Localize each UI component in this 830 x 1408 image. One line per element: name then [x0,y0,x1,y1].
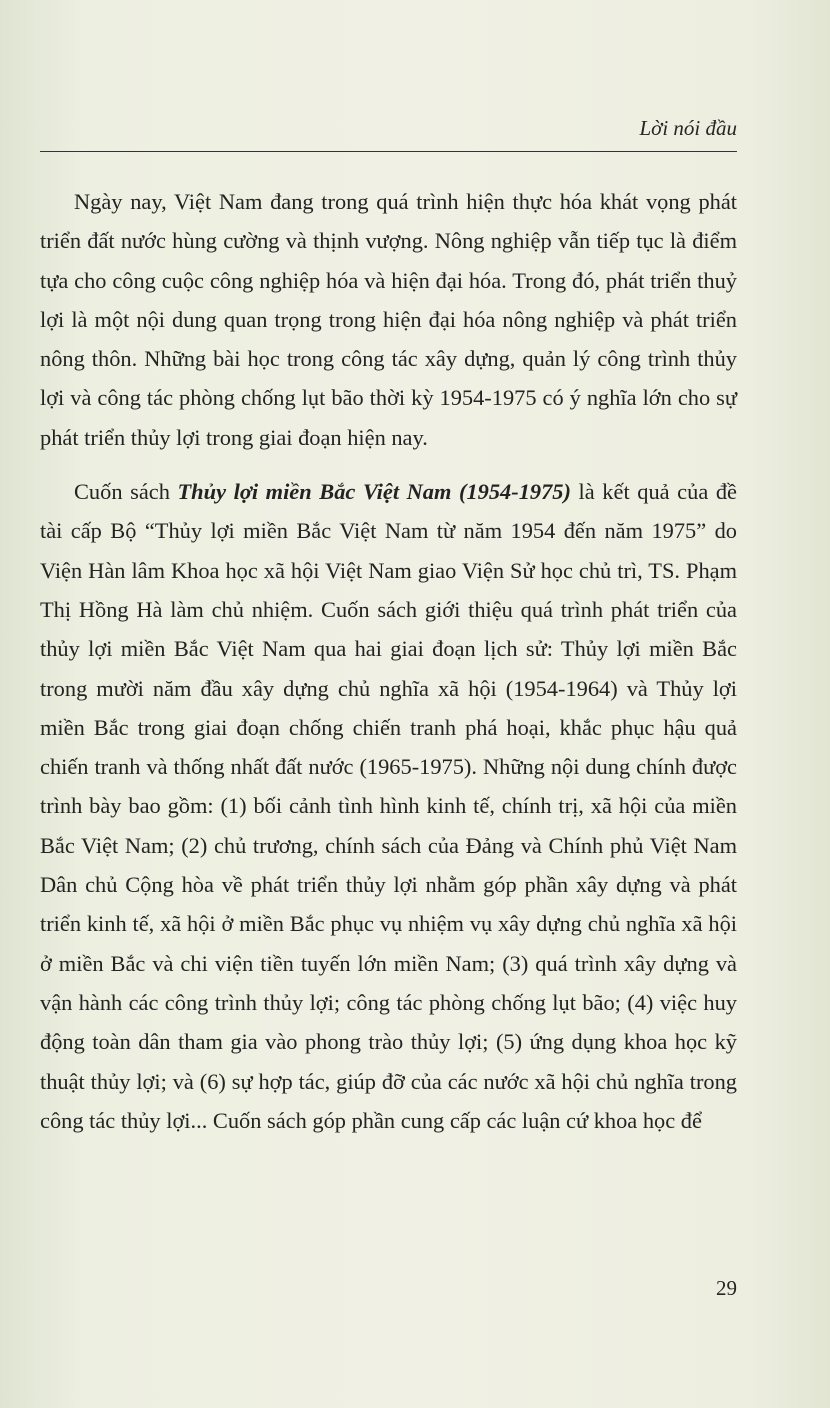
body-text [40,182,737,1140]
paragraph-2-rest: là kết quả của đề tài cấp Bộ “Thủy lợi miền Bắc Việt Nam từ năm 1954 đến năm 1975” do Viện Hàn lâm Khoa học xã hội Việt Nam giao Viện Sử học chủ trì, TS. Phạm Thị Hồng Hà làm chủ nhiệm. Cuốn sách giới thiệu quá trình phát triển của thủy lợi miền Bắc Việt Nam qua hai giai đoạn lịch sử: Thủy lợi miền Bắc trong mười năm đầu xây dựng chủ nghĩa xã hội (1954-1964) và Thủy lợi miền Bắc trong giai đoạn chống chiến tranh phá hoại, khắc phục hậu quả chiến tranh và thống nhất đất nước (1965-1975). Những nội dung chính được trình bày bao gồm: (1) bối cảnh tình hình kinh tế, chính trị, xã hội của miền Bắc Việt Nam; (2) chủ trương, chính sách của Đảng và Chính phủ Việt Nam Dân chủ Cộng hòa về phát triển thủy lợi nhằm góp phần xây dựng và phát triển kinh tế, xã hội ở miền Bắc phục vụ nhiệm vụ xây dựng chủ nghĩa xã hội ở miền Bắc và chi viện tiền tuyến lớn miền Nam; (3) quá trình xây dựng và vận hành các công trình thủy lợi; công tác phòng chống lụt bão; (4) việc huy động toàn dân tham gia vào phong trào thủy lợi; (5) ứng dụng khoa học kỹ thuật thủy lợi; và (6) sự hợp tác, giúp đỡ của các nước xã hội chủ nghĩa trong công tác thủy lợi... Cuốn sách góp phần cung cấp các luận cứ khoa học để [40,479,737,1133]
book-title: Thủy lợi miền Bắc Việt Nam (1954-1975) [177,479,571,505]
paragraph-2 [40,472,737,1140]
paragraph-1: Ngày nay, Việt Nam đang trong quá trình hiện thực hóa khát vọng phát triển đất nước hùng cường và thịnh vượng. Nông nghiệp vẫn tiếp tục là điểm tựa cho công cuộc công nghiệp hóa và hiện đại hóa. Trong đó, phát triển thuỷ lợi là một nội dung quan trọng trong hiện đại hóa nông nghiệp và phát triển nông thôn. Những bài học trong công tác xây dựng, quản lý công trình thủy lợi và công tác phòng chống lụt bão thời kỳ 1954-1975 có ý nghĩa lớn cho sự phát triển thủy lợi trong giai đoạn hiện nay. [40,189,737,450]
header-rule [40,151,737,152]
paragraph-2-lead: Cuốn sách [74,479,178,505]
running-head: Lời nói đầu [639,116,737,140]
page-number: 29 [716,1276,737,1300]
